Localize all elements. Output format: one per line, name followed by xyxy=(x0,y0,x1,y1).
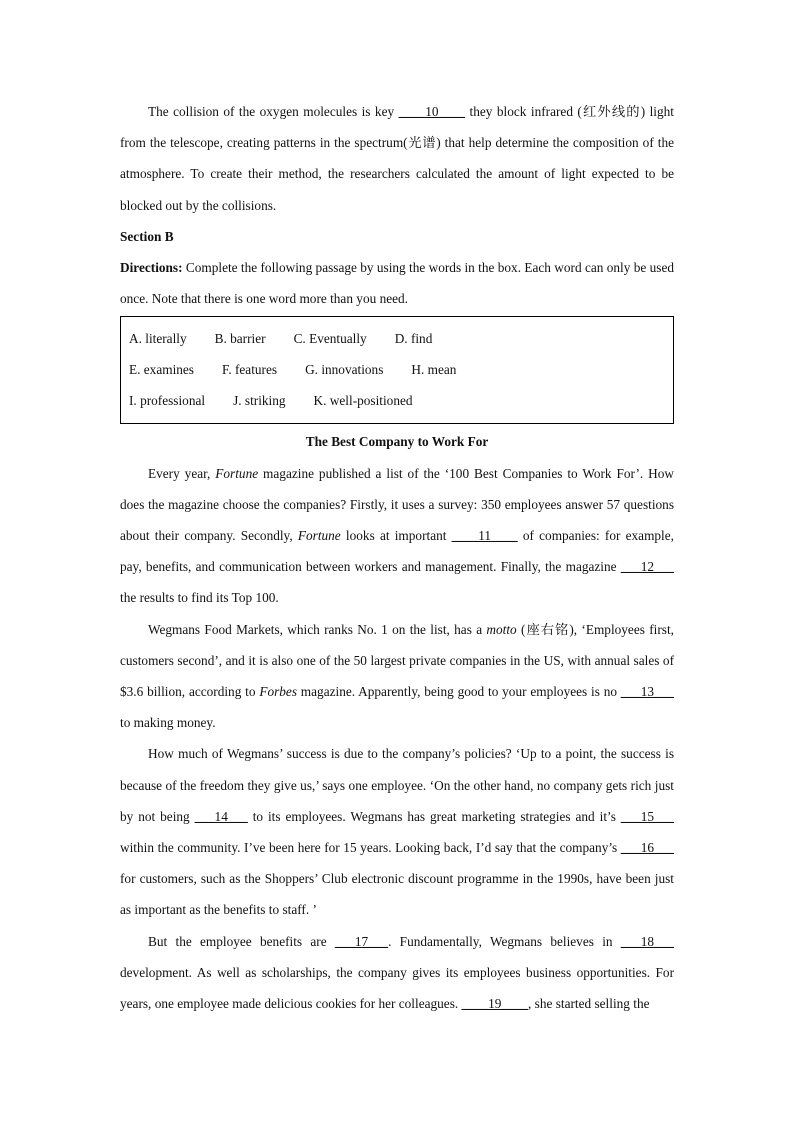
magazine-name: Forbes xyxy=(259,684,297,700)
blank-18[interactable]: ___18___ xyxy=(620,933,674,949)
blank-12[interactable]: ___12___ xyxy=(620,559,674,575)
text: The collision of the oxygen molecules is key xyxy=(148,104,399,119)
passage-title: The Best Company to Work For xyxy=(305,434,489,450)
word-option: I. professional xyxy=(129,393,206,409)
word-box-row xyxy=(129,323,665,354)
blank-13[interactable]: ___13___ xyxy=(620,684,674,700)
text: . Fundamentally, Wegmans believes in xyxy=(388,933,621,949)
text: How much of Wegmans’ success is due to the company’s policies? ‘Up to a point, the success is because of the freedom they give us,’ says one employee. ‘On the other hand, no company gets rich just by not being xyxy=(120,746,674,824)
section-heading: Section B xyxy=(120,228,174,244)
text: Wegmans Food Markets, which ranks No. 1 on the list, has a xyxy=(148,621,487,637)
blank-17[interactable]: ___17___ xyxy=(334,933,389,949)
text: they block infrared (红外线的) light from the telescope, creating patterns in the spectrum(光谱) that help determine the composition of the atmosphere. To create their method, the researchers calculated the amount of light expected to be blocked out by the collisions. xyxy=(120,104,674,213)
word-option: G. innovations xyxy=(305,362,384,378)
text: of companies: for example, pay, benefits, and communication between workers and management. Finally, the magazine xyxy=(120,528,674,575)
magazine-name: Fortune xyxy=(215,465,259,481)
text: (座右铭), ‘Employees first, customers second’, and it is also one of the 50 largest private companies in the US, with annual sales of $3.6 billion, according to xyxy=(120,621,674,700)
text: Every year, xyxy=(148,465,216,481)
motto-word: motto xyxy=(486,621,517,637)
blank-16[interactable]: ___16___ xyxy=(620,840,674,856)
word-option: B. barrier xyxy=(214,331,266,347)
word-option: A. literally xyxy=(129,331,187,347)
word-box-row xyxy=(129,385,665,416)
magazine-name: Fortune xyxy=(297,528,341,544)
word-option: K. well-positioned xyxy=(313,393,413,409)
text: , she started selling the xyxy=(528,996,650,1012)
text: development. As well as scholarships, the company gives its employees business opportunities. For years, one employee made delicious cookies for her colleagues. xyxy=(120,964,674,1012)
blank-11[interactable]: ____11____ xyxy=(451,528,518,544)
text: for customers, such as the Shoppers’ Club electronic discount programme in the 1990s, have been just as important as the benefits to staff. ’ xyxy=(120,871,674,918)
word-option: F. features xyxy=(222,362,278,378)
blank-14[interactable]: ___14___ xyxy=(194,808,248,824)
text: within the community. I’ve been here for 15 years. Looking back, I’d say that the company’s xyxy=(120,840,621,856)
word-option: J. striking xyxy=(233,393,286,409)
paragraph-fortune xyxy=(120,458,674,614)
paragraph-wegmans xyxy=(120,614,674,739)
blank-15[interactable]: ___15___ xyxy=(620,808,674,824)
text: magazine. Apparently, being good to your employees is no xyxy=(297,684,621,700)
word-box-row xyxy=(129,354,665,385)
paragraph-success xyxy=(120,738,674,925)
text: to its employees. Wegmans has great marketing strategies and it’s xyxy=(247,808,621,824)
word-option: E. examines xyxy=(129,362,194,378)
text: looks at important xyxy=(340,528,452,544)
paragraph-benefits xyxy=(120,926,674,1020)
blank-19[interactable]: ____19____ xyxy=(461,996,529,1012)
directions xyxy=(120,252,674,314)
directions-text: Complete the following passage by using the words in the box. Each word can only be used once. Note that there is one word more than you need. xyxy=(120,260,674,307)
blank-10[interactable]: ____10____ xyxy=(398,104,466,119)
text: magazine published a list of the ‘100 Best Companies to Work For’. How does the magazine choose the companies? Firstly, it uses a survey: 350 employees answer 57 questions about their company. Secondly, xyxy=(120,465,674,544)
text: to making money. xyxy=(120,715,216,731)
word-option: C. Eventually xyxy=(293,331,367,347)
word-option: H. mean xyxy=(411,362,457,378)
word-option: D. find xyxy=(394,331,433,347)
word-box xyxy=(120,316,674,424)
paragraph-oxygen xyxy=(120,96,674,221)
text: But the employee benefits are xyxy=(148,933,335,949)
document-page xyxy=(120,96,674,1019)
text: the results to find its Top 100. xyxy=(120,590,279,606)
directions-label: Directions: xyxy=(120,260,183,276)
